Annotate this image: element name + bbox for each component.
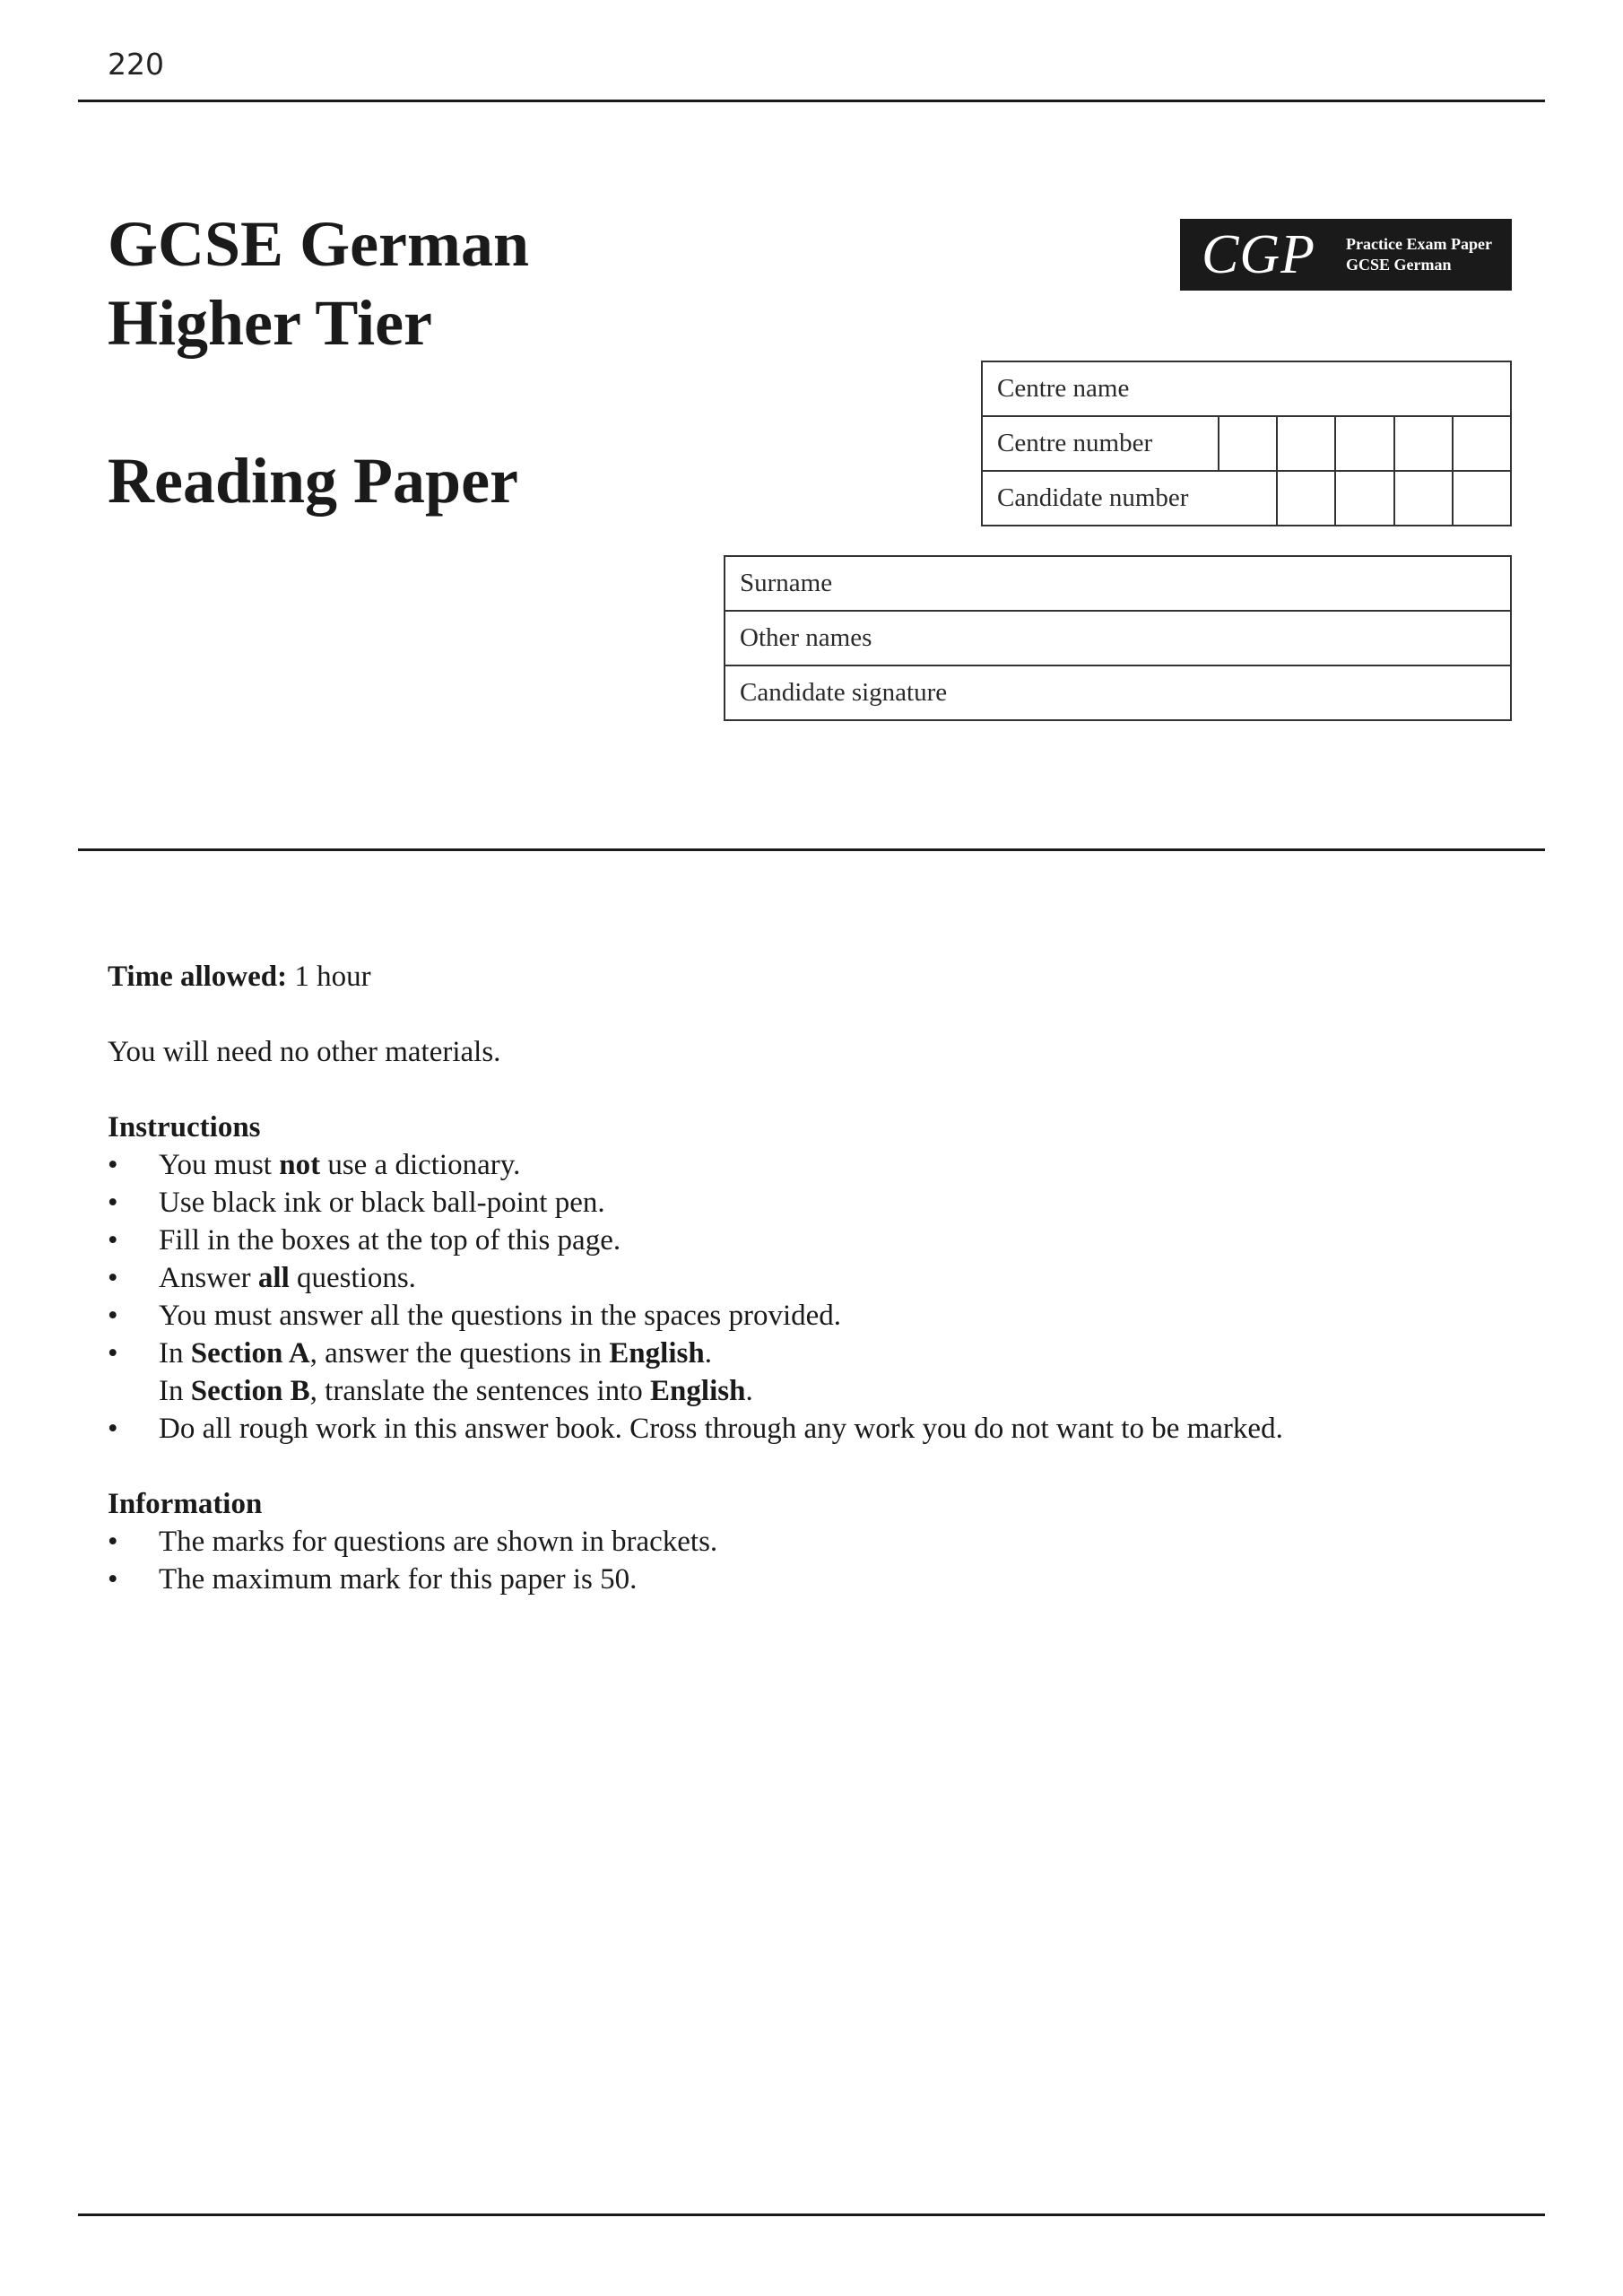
information-list [108,1523,1506,1598]
section-rule [78,848,1545,851]
bullet: • [108,1337,118,1370]
materials-note: You will need no other materials. [108,1036,501,1068]
instructions-heading: Instructions [108,1111,261,1144]
candidate-number-label: Candidate number [982,471,1277,526]
signature-field[interactable]: Candidate signature [725,665,1511,720]
centre-number-box[interactable] [1277,416,1335,471]
bullet: • [108,1413,118,1445]
candidate-number-box[interactable] [1277,471,1335,526]
title-paper: Reading Paper [108,445,518,517]
time-allowed-label: Time allowed: [108,961,288,993]
list-item: • Answer all questions. [108,1259,1506,1297]
bullet: • [108,1300,118,1332]
time-allowed-value: 1 hour [287,961,371,993]
centre-name-field[interactable]: Centre name [982,361,1511,416]
candidate-number-box[interactable] [1335,471,1393,526]
logo-line-2: GCSE German [1346,256,1452,274]
exam-information [108,958,1506,1598]
page-number: 220 [108,47,164,82]
other-names-field[interactable]: Other names [725,611,1511,665]
list-item: • Do all rough work in this answer book. Cross through any work you do not want to be marked. [108,1410,1506,1448]
centre-number-box[interactable] [1335,416,1393,471]
cgp-logo-mark: CGP [1202,224,1315,285]
bullet: • [108,1224,118,1257]
centre-details-form [981,361,1512,526]
list-item: • Fill in the boxes at the top of this page. [108,1222,1506,1259]
bullet: • [108,1526,118,1558]
cgp-logo [1180,219,1512,291]
cgp-logo-text [1346,234,1492,275]
bullet: • [108,1149,118,1181]
time-allowed [108,958,1506,996]
candidate-number-box[interactable] [1394,471,1453,526]
centre-number-box[interactable] [1219,416,1277,471]
instructions-list [108,1146,1506,1448]
bullet: • [108,1187,118,1219]
candidate-details-form [724,555,1512,721]
surname-field[interactable]: Surname [725,556,1511,611]
title-subject: GCSE German [108,208,530,280]
list-item: • In Section A, answer the questions in English. In Section B, translate the sentences into English. [108,1335,1506,1410]
list-item: • The maximum mark for this paper is 50. [108,1561,1506,1598]
centre-number-label: Centre number [982,416,1219,471]
bullet: • [108,1262,118,1294]
list-item: • The marks for questions are shown in brackets. [108,1523,1506,1561]
header-rule [78,100,1545,102]
list-item: • Use black ink or black ball-point pen. [108,1184,1506,1222]
information-heading: Information [108,1488,263,1520]
bullet: • [108,1563,118,1596]
centre-number-box[interactable] [1453,416,1511,471]
logo-line-1: Practice Exam Paper [1346,235,1492,253]
list-item: • You must answer all the questions in the spaces provided. [108,1297,1506,1335]
candidate-number-box[interactable] [1453,471,1511,526]
footer-rule [78,2213,1545,2216]
centre-number-box[interactable] [1394,416,1453,471]
list-item: • You must not use a dictionary. [108,1146,1506,1184]
title-tier: Higher Tier [108,287,433,359]
